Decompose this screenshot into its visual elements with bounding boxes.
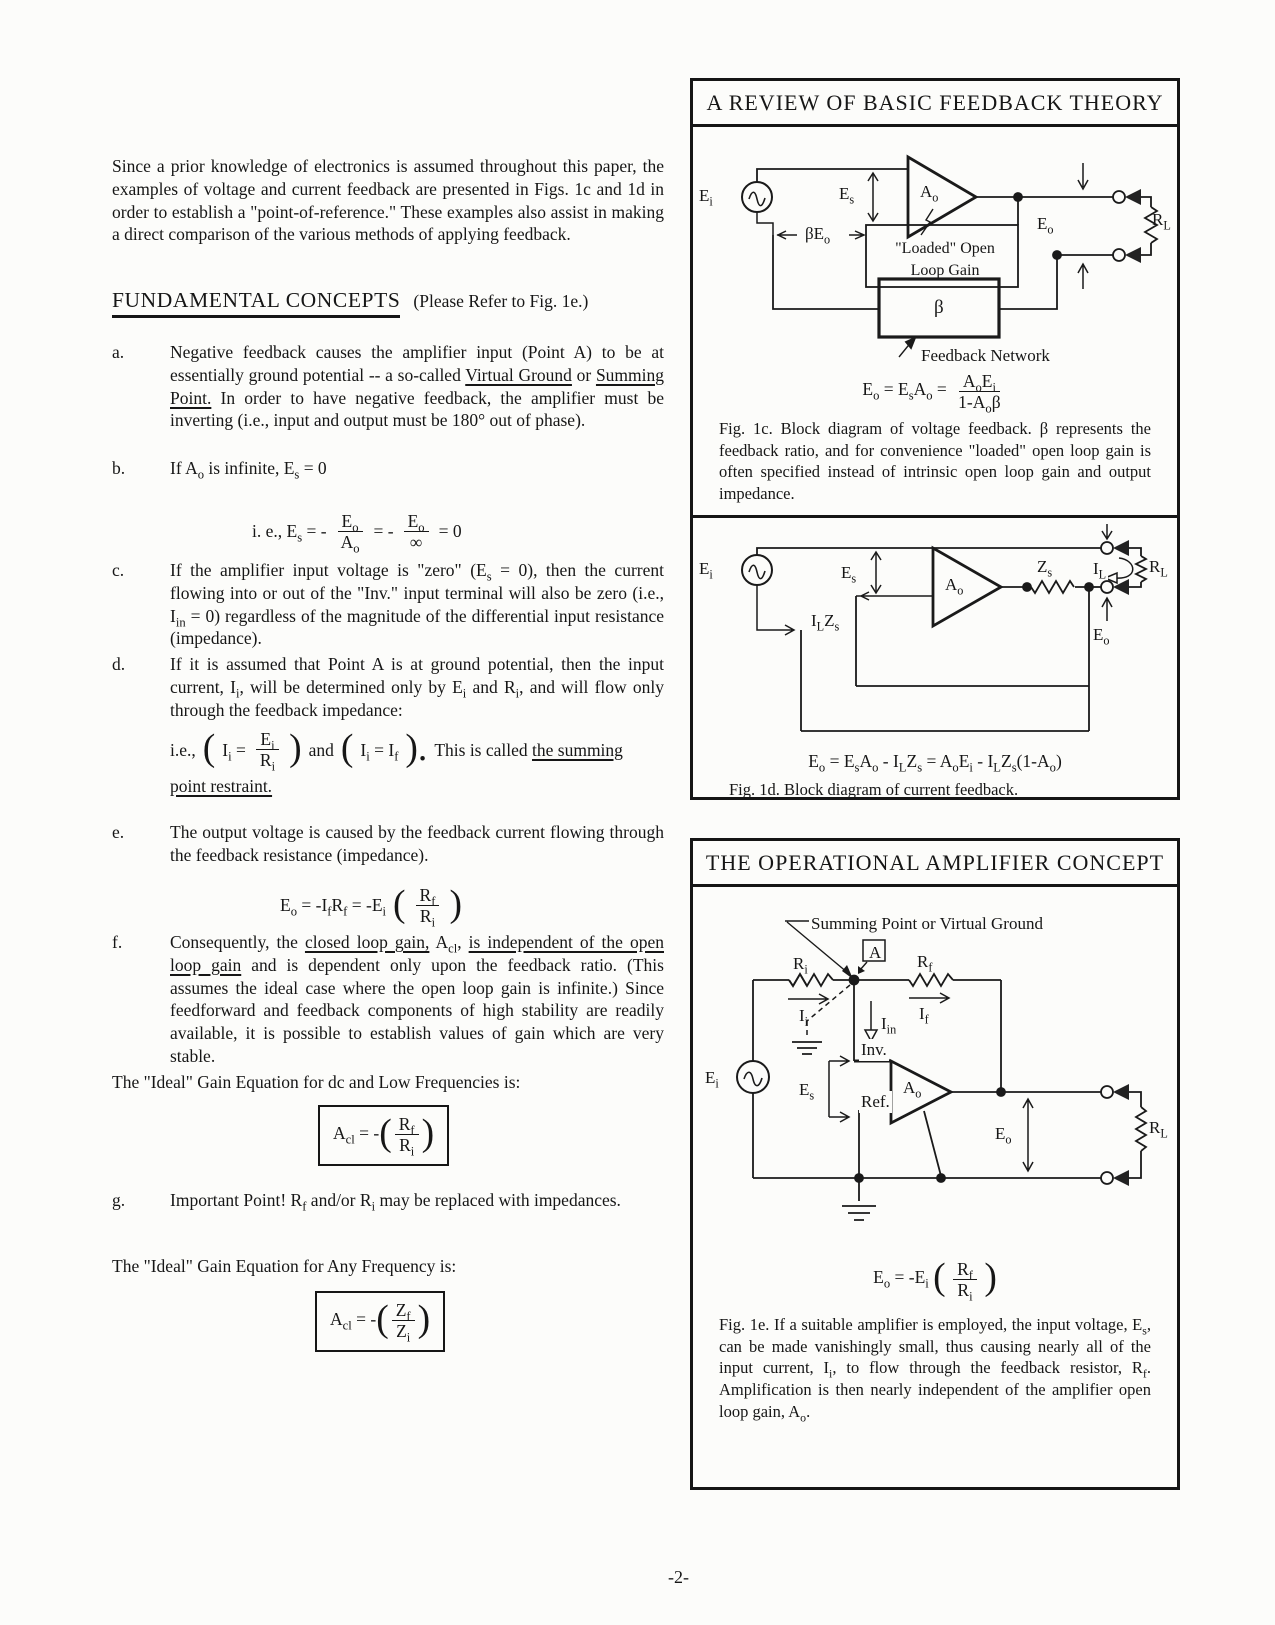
beta-eo-label: $\beta E_o$ <box>805 223 831 246</box>
list-item-a <box>112 341 664 432</box>
left-paren: ( <box>202 726 216 769</box>
eq-numerator: $R_f$ <box>416 885 440 906</box>
fraction <box>395 1114 419 1159</box>
input-resistor-label: $R_i$ <box>793 953 808 976</box>
panel-title: THE OPERATIONAL AMPLIFIER CONCEPT <box>693 841 1177 887</box>
gain-any-label: The "Ideal" Gain Equation for Any Frequency is: <box>112 1256 457 1276</box>
figure-1e <box>693 887 1177 1247</box>
eq-denominator: $R_i$ <box>419 906 436 930</box>
section-note: (Please Refer to Fig. 1e.) <box>413 291 589 311</box>
eq-denominator: $R_i$ <box>399 1135 415 1159</box>
eq-lead: $E_o = -I_fR_f = -E_i$ <box>280 895 387 919</box>
page-number: -2- <box>668 1567 689 1587</box>
reference-input-label: Ref. <box>859 1091 892 1113</box>
eq-denominator: $Z_i$ <box>396 1321 411 1345</box>
eq-numerator: $E_i$ <box>256 729 278 750</box>
figure-1d-caption: Fig. 1d. Block diagram of current feedback. <box>729 779 1019 799</box>
beta-label: β <box>934 296 944 318</box>
eo-label: $E_o$ <box>995 1123 1012 1146</box>
terminal-arrowhead <box>1113 540 1129 556</box>
list-item-f <box>112 931 664 1068</box>
eq-denominator: $1-A_o\beta$ <box>958 391 1001 416</box>
item-text: Important Point! $R_f$ and/or $R_i$ may be replaced with impedances. <box>170 1190 621 1214</box>
item-text: If the amplifier input voltage is "zero" $(E_s = 0)$, then the current flowing into or out of the "Inv." input terminal will also be zero (i.e., $I_{in} = 0$) regardless of the magnitude of the differential input resistance (impedance). <box>170 560 664 649</box>
item-text: If it is assumed that Point A is at ground potential, then the input current, $I_i$, will be determined only by $E_i$ and $R_i$, and will flow only through the feedback impedance: <box>170 654 664 720</box>
list-item-c <box>112 559 664 650</box>
eq-numerator: $R_f$ <box>953 1259 977 1280</box>
virtual-ground-dashed <box>807 985 850 1037</box>
left-paren: ( <box>393 882 406 925</box>
left-paren: ( <box>340 726 354 769</box>
load-resistor <box>1129 548 1146 587</box>
fraction <box>416 885 440 930</box>
eo-label: $E_o$ <box>1093 624 1110 648</box>
eq-numerator: $E_o$ <box>404 511 429 532</box>
junction-dot <box>1023 583 1031 591</box>
load-resistor-label: $R_L$ <box>1149 1117 1168 1140</box>
feedback-resistor <box>909 974 1001 1092</box>
es-label: $E_s$ <box>799 1079 815 1102</box>
item-text: Negative feedback causes the amplifier input (Point A) to be at essentially ground potential -- a so-called Virtual Ground or Summing Point. In order to have negative feedback, the amplifier must be inverting (i.e., input and output must be 180° out of phase). <box>170 342 665 431</box>
ground-icon <box>792 1042 822 1054</box>
feedback-current-label: $I_f$ <box>919 1003 929 1026</box>
eq-and: and <box>308 739 334 760</box>
loop-gain-label: Loop Gain <box>910 261 980 279</box>
feedback-resistor-label: $R_f$ <box>917 951 933 974</box>
left-paren: ( <box>933 1256 946 1299</box>
item-body <box>170 653 664 797</box>
eq-tail: = 0 <box>438 521 462 542</box>
right-paren: ) <box>984 1256 997 1299</box>
ideal-gain-equation-dc <box>318 1105 449 1166</box>
opamp-schematic <box>693 887 1177 1247</box>
amp-common-wire <box>924 1111 941 1176</box>
source-label: $E_i$ <box>705 1067 719 1090</box>
eq-denominator: $R_i$ <box>259 750 276 774</box>
terminal-arrowhead <box>1125 189 1141 205</box>
feedback-theory-panel <box>690 78 1180 800</box>
section-title: FUNDAMENTAL CONCEPTS <box>112 288 400 318</box>
output-terminal <box>1113 249 1125 261</box>
right-paren: ). <box>405 726 428 769</box>
item-letter: c. <box>112 560 125 580</box>
eo-down-arrow <box>1078 163 1088 189</box>
iin-label: $I_{in}$ <box>881 1013 897 1036</box>
figure-1d-equation: $E_o = E_sA_o - I_LZ_s = A_oE_i - I_LZ_s(1-A_o)$ <box>808 750 1062 775</box>
eq-lead: i.e., <box>170 739 196 760</box>
eq-numerator: $A_oE_i$ <box>959 371 1000 392</box>
eq-numerator: $R_f$ <box>395 1114 419 1135</box>
eq-lead: $A_{cl}$ = - <box>330 1308 377 1333</box>
sine-icon <box>749 192 765 205</box>
down-arrow <box>1102 524 1112 539</box>
figure-1d <box>693 518 1177 746</box>
gain-dc-label: The "Ideal" Gain Equation for dc and Low Frequencies is: <box>112 1072 521 1092</box>
figure-1c <box>693 127 1177 367</box>
eo-measure-arrow <box>1023 1099 1033 1171</box>
source-impedance-resistor <box>1031 581 1085 593</box>
item-letter: f. <box>112 932 123 952</box>
eq-denominator: ∞ <box>409 532 423 553</box>
item-letter: d. <box>112 654 126 674</box>
eq-numerator: $Z_f$ <box>392 1300 415 1321</box>
right-paren: ) <box>417 1297 431 1340</box>
item-letter: b. <box>112 458 126 478</box>
point-a-label: A <box>869 942 882 962</box>
list-item-d <box>112 653 664 797</box>
fraction <box>337 511 364 556</box>
item-letter: a. <box>112 342 125 362</box>
eq-denominator: $A_o$ <box>340 532 360 556</box>
output-terminal <box>1101 581 1113 593</box>
eq-tail-line2: point restraint. <box>170 775 273 796</box>
right-paren: ) <box>421 1111 435 1154</box>
left-paren: ( <box>376 1297 389 1340</box>
figure-1e-caption: Fig. 1e. If a suitable amplifier is employed, the input voltage, $E_s$, can be made vanishingly small, thus causing nearly all of the input current, $I_i$, to flow through the feedback resistor, $R_f$. Amplification is then nearly independent of the amplifier open loop gain, $A_o$. <box>719 1314 1151 1425</box>
item-text: The output voltage is caused by the feedback current flowing through the feedback resistance (impedance). <box>170 822 664 865</box>
figure-1e-equation <box>693 1256 1177 1304</box>
source-label: $E_i$ <box>699 185 713 208</box>
item-text: If $A_o$ is infinite, $E_s = 0$ <box>170 458 327 482</box>
eq-lead: $A_{cl}$ = - <box>333 1122 380 1147</box>
fraction <box>953 1258 977 1304</box>
fraction <box>954 370 1004 416</box>
figure-1c-equation <box>693 370 1177 416</box>
load-resistor-label: $R_L$ <box>1149 556 1168 580</box>
ideal-gain-equation-any <box>315 1291 445 1352</box>
fraction <box>404 511 429 552</box>
list-item-b <box>112 457 664 480</box>
input-current-arrow <box>788 994 828 1004</box>
es-label: $E_s$ <box>841 562 857 586</box>
ground-icon <box>842 1178 876 1220</box>
fraction <box>256 729 279 774</box>
output-terminal <box>1101 542 1113 554</box>
eq-term: $I_i$ = <box>222 739 246 763</box>
load-resistor <box>1129 1092 1146 1178</box>
open-loop-gain-label: $A_o$ <box>920 181 939 204</box>
up-arrow <box>1102 598 1112 621</box>
fraction <box>392 1300 415 1345</box>
sine-icon <box>749 565 765 578</box>
amplifier-triangle <box>933 548 1001 626</box>
eq-lead: $E_o = -E_i$ <box>873 1267 929 1291</box>
eq-term: $I_i = I_f$ <box>360 739 399 763</box>
feedback-network-label: Feedback Network <box>921 345 1050 365</box>
eq-lead: i. e., $E_s$ = - <box>252 521 327 545</box>
load-current-label: $I_L$ <box>1093 558 1107 582</box>
list-item-g <box>112 1189 664 1212</box>
section-heading <box>112 287 664 315</box>
figure-1c-caption: Fig. 1c. Block diagram of voltage feedback. β represents the feedback ratio, and for convenience "loaded" open loop gain is often specified instead of intrinsic open loop gain and output impedance. <box>719 418 1151 504</box>
terminal-arrowhead <box>1113 1084 1129 1100</box>
eo-label: $E_o$ <box>1037 213 1054 236</box>
right-paren: ) <box>289 726 302 769</box>
eq-denominator: $R_i$ <box>957 1279 973 1304</box>
equation-e <box>280 882 462 930</box>
item-text: Consequently, the closed loop gain, $A_{cl}$, is independent of the open loop gain and is dependent only upon the feedback ratio. (This assumes the ideal case where the open loop gain is infinite.) Since feedforward and feedback components of high stability are readily available, it is possible to establish values of gain which are very stable. <box>170 932 664 1066</box>
beo-right-arrow <box>849 231 864 239</box>
right-paren: ) <box>449 882 462 925</box>
list-item-e <box>112 821 664 867</box>
terminal-arrowhead <box>1113 1170 1129 1186</box>
output-terminal <box>1113 191 1125 203</box>
open-loop-gain-label: $A_o$ <box>945 574 964 598</box>
es-bracket <box>829 1056 849 1122</box>
source-impedance-label: $Z_s$ <box>1037 556 1053 580</box>
terminal-arrowhead <box>1125 247 1141 263</box>
left-paren: ( <box>379 1111 392 1154</box>
output-terminal <box>1101 1172 1113 1184</box>
output-terminal <box>1101 1086 1113 1098</box>
summing-point-label: Summing Point or Virtual Ground <box>811 913 1043 933</box>
sine-icon <box>744 1072 762 1085</box>
open-loop-gain-label: $A_o$ <box>903 1077 922 1100</box>
panel-title: A REVIEW OF BASIC FEEDBACK THEORY <box>693 81 1177 127</box>
source-label: $E_i$ <box>699 558 713 582</box>
feedback-current-arrow <box>909 993 949 1003</box>
eo-up-arrow <box>1078 264 1088 289</box>
equation-b <box>252 511 462 556</box>
opamp-concept-panel <box>690 838 1180 1490</box>
eq-numerator: $E_o$ <box>338 511 363 532</box>
eq-mid: = - <box>373 521 394 542</box>
inverting-input-label: Inv. <box>859 1039 889 1061</box>
input-current-label: $I_i$ <box>799 1005 809 1028</box>
es-label: $E_s$ <box>839 183 855 206</box>
ilzs-label: $I_LZ_s$ <box>811 610 840 634</box>
loaded-open-label: "Loaded" Open <box>895 239 995 257</box>
intro-paragraph: Since a prior knowledge of electronics is assumed throughout this paper, the examples of voltage and current feedback are presented in Figs. 1c and 1d in order to establish a "point-of-reference." These examples also assist in making a direct comparison of the various methods of applying feedback. <box>112 156 664 245</box>
load-resistor-label: $R_L$ <box>1152 209 1171 232</box>
equation-d <box>170 726 664 774</box>
eq-lead: $E_o = E_sA_o$ = <box>862 379 947 403</box>
junction-dot <box>997 1088 1005 1096</box>
eq-tail: This is called the summing <box>434 739 623 760</box>
item-letter: e. <box>112 822 125 842</box>
item-letter: g. <box>112 1190 126 1210</box>
